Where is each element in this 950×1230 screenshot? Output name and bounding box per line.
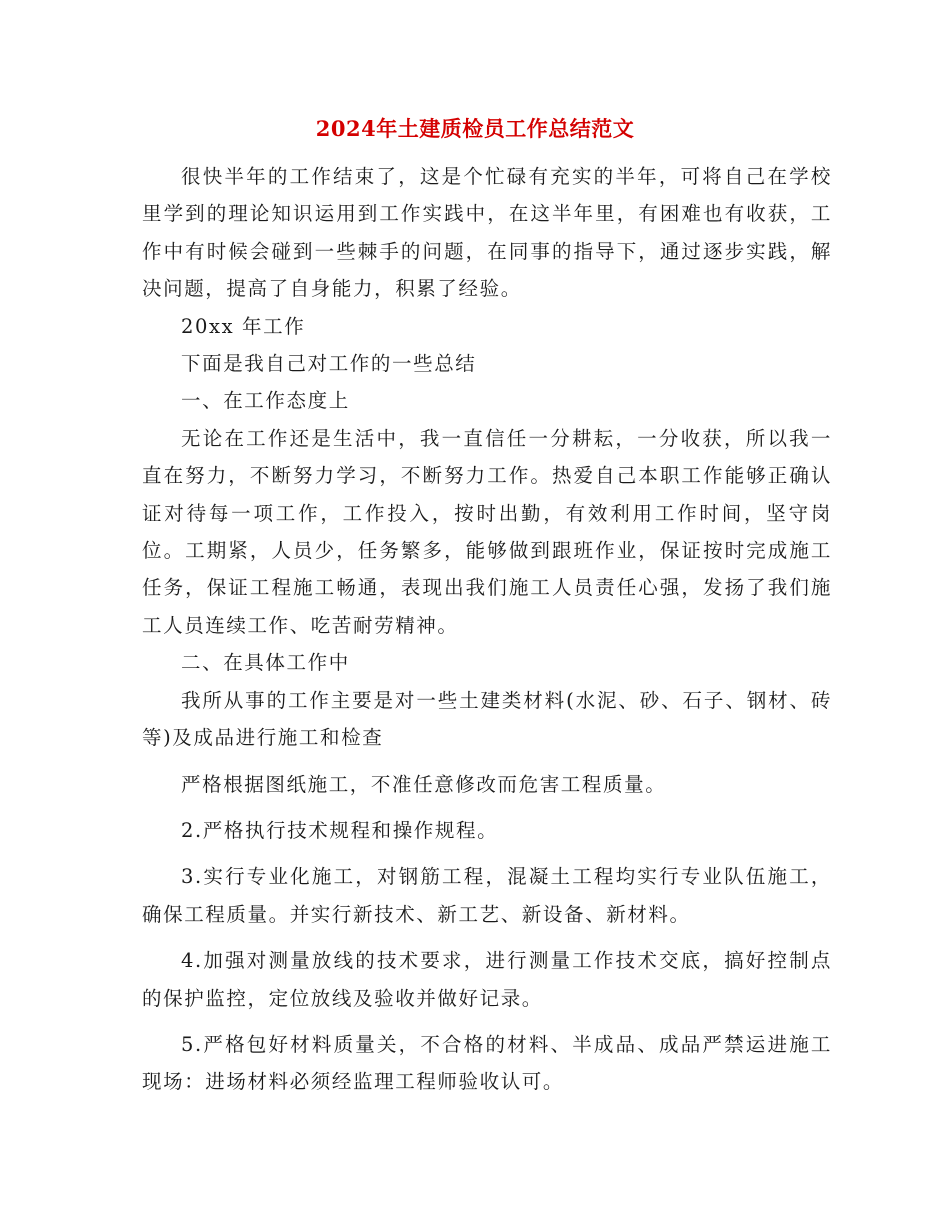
document-body — [142, 158, 832, 1101]
list-item-1: 严格根据图纸施工，不准任意修改而危害工程质量。 — [181, 772, 667, 796]
list-item-4: 4.加强对测量放线的技术要求，进行测量工作技术交底，搞好控制点的保护监控，定位放线及验收并做好记录。 — [142, 949, 832, 1010]
paragraph-work-attitude: 无论在工作还是生活中，我一直信任一分耕耘，一分收获，所以我一直在努力，不断努力学习，不断努力工作。热爱自己本职工作能够正确认证对待每一项工作，工作投入，按时出勤，有效利用工作时间，坚守岗位。工期紧，人员少，任务繁多，能够做到跟班作业，保证按时完成施工任务，保证工程施工畅通，表现出我们施工人员责任心强，发扬了我们施工人员连续工作、吃苦耐劳精神。 — [142, 426, 832, 637]
paragraph-year-work: 20xx 年工作 — [181, 314, 306, 338]
document-title: 2024年土建质检员工作总结范文 — [315, 116, 635, 141]
heading-work-attitude: 一、在工作态度上 — [181, 389, 350, 413]
list-item-5: 5.严格包好材料质量关，不合格的材料、半成品、成品严禁运进施工现场：进场材料必须经监理工程师验收认可。 — [142, 1032, 832, 1094]
list-item-3: 3.实行专业化施工，对钢筋工程，混凝土工程均实行专业队伍施工，确保工程质量。并实行新技术、新工艺、新设备、新材料。 — [142, 865, 832, 926]
heading-specific-work: 二、在具体工作中 — [181, 651, 350, 675]
paragraph-summary-lead: 下面是我自己对工作的一些总结 — [181, 352, 477, 376]
paragraph-intro: 很快半年的工作结束了，这是个忙碌有充实的半年，可将自己在学校里学到的理论知识运用到工作实践中，在这半年里，有困难也有收获，工作中有时候会碰到一些棘手的问题，在同事的指导下，通过逐步实践，解决问题，提高了自身能力，积累了经验。 — [142, 165, 832, 301]
list-item-2: 2.严格执行技术规程和操作规程。 — [181, 818, 499, 842]
paragraph-specific-work: 我所从事的工作主要是对一些土建类材料(水泥、砂、石子、钢材、砖等)及成品进行施工和检查 — [142, 688, 832, 750]
